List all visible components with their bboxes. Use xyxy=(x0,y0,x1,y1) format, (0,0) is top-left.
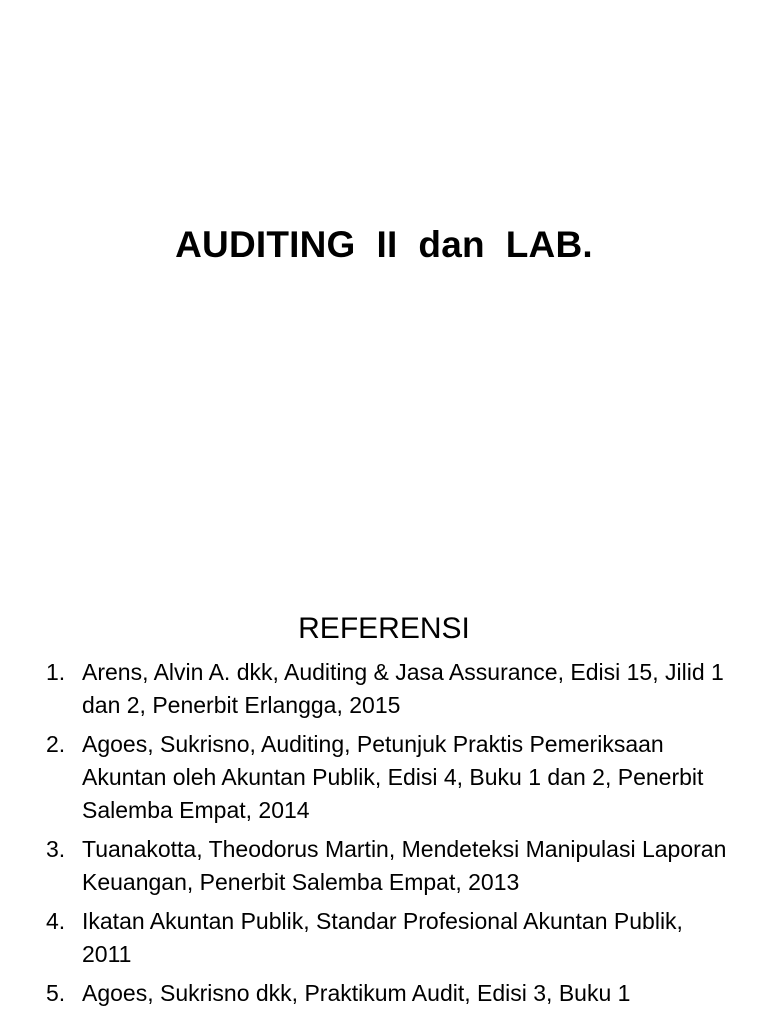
reference-text: Tuanakotta, Theodorus Martin, Mendeteksi Manipulasi Laporan Keuangan, Penerbit Salemba Empat, 2013 xyxy=(82,836,727,895)
reference-item xyxy=(44,977,734,1010)
reference-number: 5. xyxy=(46,980,66,1006)
reference-item xyxy=(44,833,734,899)
reference-number: 2. xyxy=(46,731,66,757)
references-heading: REFERENSI xyxy=(298,612,470,645)
references-list xyxy=(44,656,734,1016)
reference-item xyxy=(44,905,734,971)
reference-text: Agoes, Sukrisno, Auditing, Petunjuk Praktis Pemeriksaan Akuntan oleh Akuntan Publik, Edisi 4, Buku 1 dan 2, Penerbit Salemba Empat, 2014 xyxy=(82,731,704,823)
reference-item xyxy=(44,656,734,722)
reference-text: Ikatan Akuntan Publik, Standar Profesional Akuntan Publik, 2011 xyxy=(82,908,683,967)
reference-number: 3. xyxy=(46,836,66,862)
reference-text: Arens, Alvin A. dkk, Auditing & Jasa Assurance, Edisi 15, Jilid 1 dan 2, Penerbit Erlangga, 2015 xyxy=(82,659,724,718)
reference-number: 4. xyxy=(46,908,66,934)
reference-number: 1. xyxy=(46,659,66,685)
reference-text: Agoes, Sukrisno dkk, Praktikum Audit, Edisi 3, Buku 1 xyxy=(82,980,631,1006)
reference-item xyxy=(44,728,734,827)
slide-title: AUDITING II dan LAB. xyxy=(175,224,593,265)
